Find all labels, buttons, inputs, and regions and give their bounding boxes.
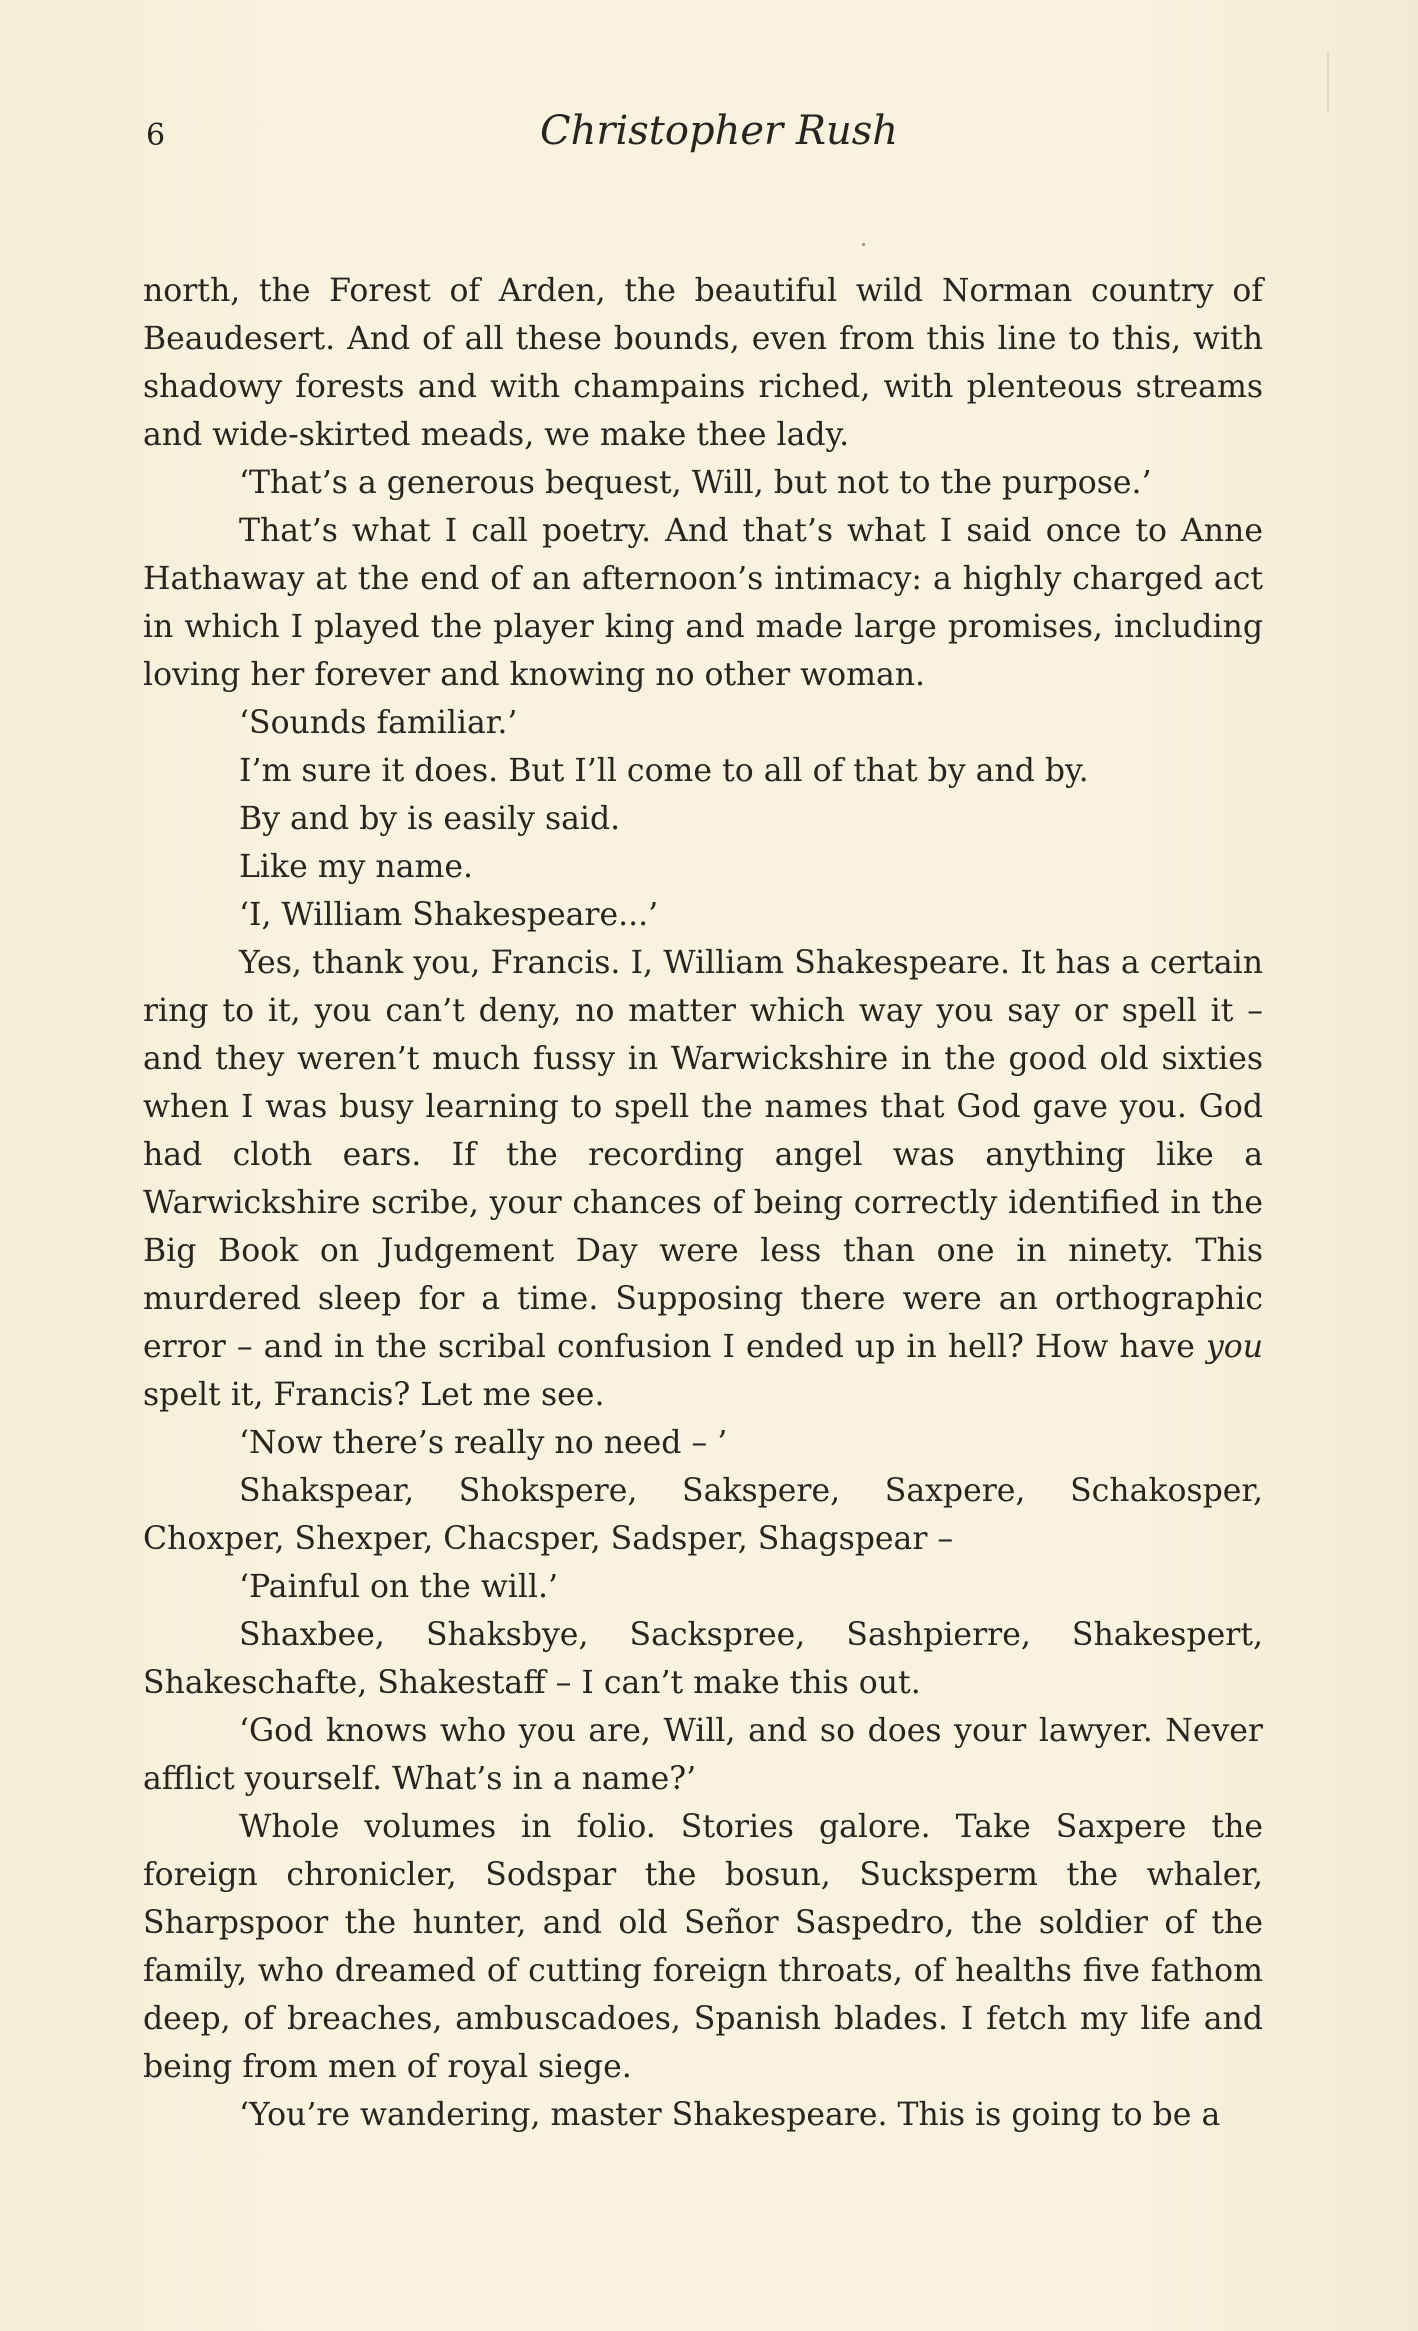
paragraph: ‘I, William Shakespeare...’ xyxy=(239,897,659,933)
body-text xyxy=(143,267,1263,2139)
paragraph: ‘That’s a generous bequest, Will, but not to the purpose.’ xyxy=(239,465,1152,501)
paragraph: Whole volumes in folio. Stories galore. Take Saxpere the foreign chronicler, Sodspar the bosun, Sucksperm the whaler, Sharpspoor the hunter, and old Señor Saspedro, the soldier of the family, who dreamed of cutting foreign throats, of healths five fathom deep, of breaches, ambuscadoes, Spanish blades. I fetch my life and being from men of royal siege. xyxy=(143,1809,1263,2085)
paragraph: ‘Now there’s really no need – ’ xyxy=(239,1425,728,1461)
paragraph-text: Yes, thank you, Francis. I, William Shakespeare. It has a certain ring to it, you can’t deny, no matter which way you say or spell it – and they weren’t much fussy in Warwickshire in the good old sixties when I was busy learning to spell the names that God gave you. God had cloth ears. If the recording angel was anything like a Warwickshire scribe, your chances of being correctly identified in the Big Book on Judgement Day were less than one in ninety. This murdered sleep for a time. Supposing there were an orthographic error – and in the scribal confusion I ended up in hell? How have xyxy=(143,945,1263,1365)
paragraph xyxy=(143,939,1263,1419)
paragraph: I’m sure it does. But I’ll come to all of that by and by. xyxy=(239,753,1089,789)
page-header xyxy=(0,108,1418,168)
running-head-author: Christopher Rush xyxy=(540,108,899,154)
page-scuff-mark xyxy=(1327,52,1329,112)
print-speck xyxy=(862,243,865,246)
paragraph: north, the Forest of Arden, the beautiful wild Norman country of Beaudesert. And of all these bounds, even from this line to this, with shadowy forests and with champains riched, with plenteous streams and wide-skirted meads, we make thee lady. xyxy=(143,273,1263,453)
paragraph: Shaxbee, Shaksbye, Sackspree, Sashpierre, Shakespert, Shakeschafte, Shakestaff – I can’t make this out. xyxy=(143,1617,1263,1701)
paragraph: ‘God knows who you are, Will, and so does your lawyer. Never afflict yourself. What’s in a name?’ xyxy=(143,1713,1263,1797)
paragraph: Shakspear, Shokspere, Sakspere, Saxpere, Schakosper, Choxper, Shexper, Chacsper, Sadsper, Shagspear – xyxy=(143,1473,1263,1557)
paragraph: ‘Sounds familiar.’ xyxy=(239,705,518,741)
paragraph-text: spelt it, Francis? Let me see. xyxy=(143,1377,605,1413)
emphasis-word: you xyxy=(1205,1329,1264,1365)
paragraph: By and by is easily said. xyxy=(239,801,621,837)
paragraph: That’s what I call poetry. And that’s what I said once to Anne Hathaway at the end of an afternoon’s intimacy: a highly charged act in which I played the player king and made large promises, including loving her forever and knowing no other woman. xyxy=(143,513,1263,693)
paragraph: Like my name. xyxy=(239,849,474,885)
paragraph: ‘You’re wandering, master Shakespeare. This is going to be a xyxy=(239,2097,1221,2133)
page-number: 6 xyxy=(146,118,166,153)
paragraph: ‘Painful on the will.’ xyxy=(239,1569,559,1605)
